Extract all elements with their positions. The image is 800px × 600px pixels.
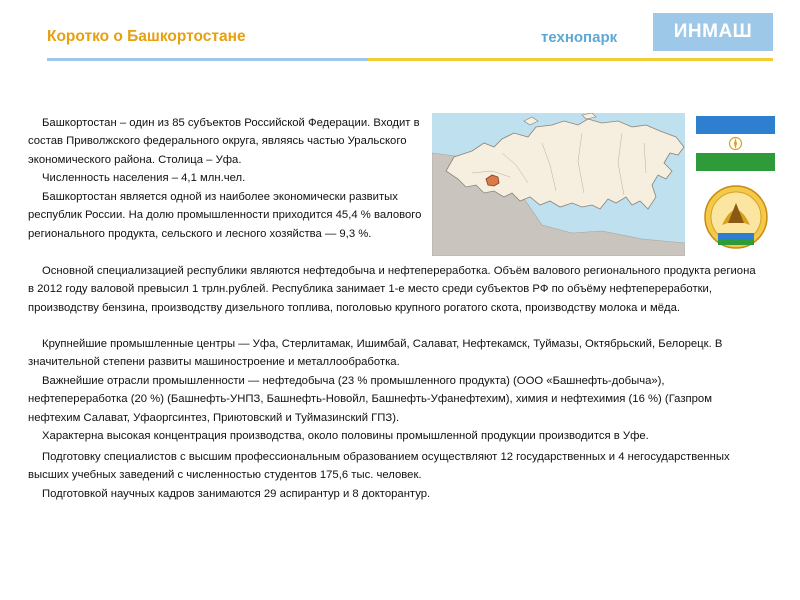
- russia-map-drawing: [432, 113, 685, 256]
- paragraph-specialization: Основной специализацией республики являются нефтедобыча и нефтепереработка. Объём валового регионального продукта региона в 2012 году валовой превысил 1 трлн.рублей. Республика занимает 1-е место среди субъектов РФ по объёму нефтепереработки, производству бензина, производству дизельного топлива, поголовью крупного рогатого скота, производству молока и мёда.: [28, 265, 756, 314]
- paragraph-economy: Башкортостан является одной из наиболее экономически развитых республик России. На долю промышленности приходится 45,4 % валового регионального продукта, сельского и лесного хозяйства — 9,3 %.: [28, 191, 422, 240]
- paragraph-concentration: Характерна высокая концентрация производства, около половины промышленной продукции производится в Уфе.: [42, 430, 649, 442]
- bashkortostan-emblem: [700, 183, 772, 251]
- header-divider-yellow: [368, 58, 773, 61]
- russia-map: [432, 113, 685, 256]
- paragraph-key-industries: Важнейшие отрасли промышленности — нефтедобыча (23 % промышленного продукта) (ООО «Башнефть-добыча»), нефтепереработка (20 %) (Башнефть-УНПЗ, Башнефть-Новойл, Башнефть-Уфанефтехим), химия и нефтехимия (16 %) (Газпром нефтехим Салават, Уфаоргсинтез, Приютовский и Туймазинский ГПЗ).: [28, 375, 712, 424]
- slide-title: Коротко о Башкортостане: [47, 28, 246, 45]
- paragraph-research: Подготовкой научных кадров занимаются 29 аспирантур и 8 докторантур.: [42, 488, 431, 500]
- paragraph-intro: Башкортостан – один из 85 субъектов Российской Федерации. Входит в состав Приволжского федерального округа, являясь частью Уральского экономического района. Столица – Уфа.: [28, 117, 420, 166]
- paragraph-industrial-centers: Крупнейшие промышленные центры — Уфа, Стерлитамак, Ишимбай, Салават, Нефтекамск, Туймазы, Октябрьский, Белорецк. В значительной степени развиты машиностроение и металлообработка.: [28, 338, 723, 369]
- brand-badge: ИНМАШ: [653, 13, 773, 51]
- paragraph-population: Численность населения – 4,1 млн.чел.: [42, 172, 246, 184]
- bashkortostan-flag: [696, 116, 775, 171]
- paragraph-education: Подготовку специалистов с высшим профессиональным образованием осуществляют 12 государственных и 4 негосударственных высших учебных заведений с численностью студентов 175,6 тыс. человек.: [28, 451, 730, 482]
- header-divider-blue: [47, 58, 368, 61]
- brand-text: технопарк: [541, 29, 618, 46]
